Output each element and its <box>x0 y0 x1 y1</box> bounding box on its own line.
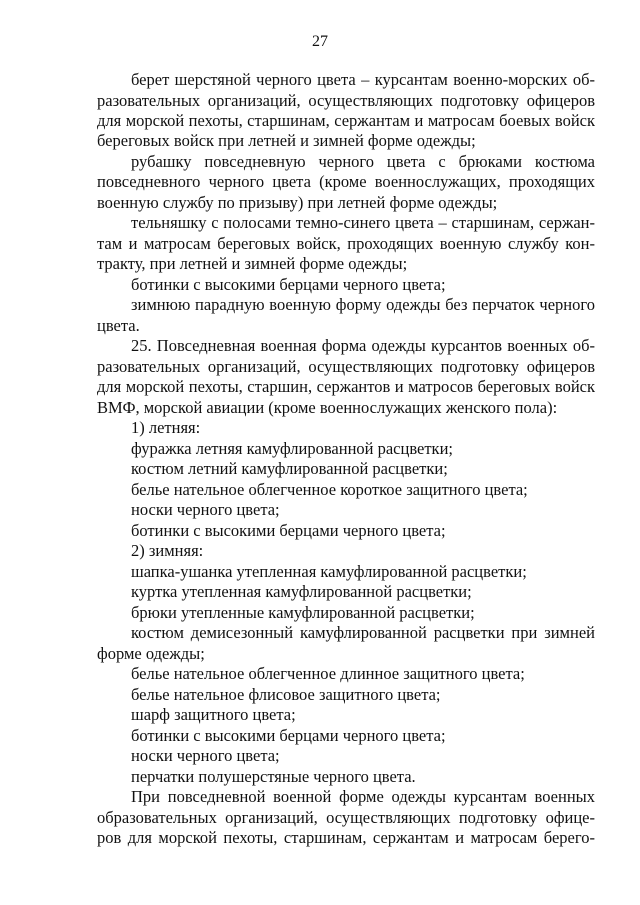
text-line: 1) летняя: <box>131 418 201 437</box>
text-line: перчатки полушерстяные черного цвета. <box>131 767 416 786</box>
text-line: ботинки с высокими берцами черного цвета; <box>131 726 446 745</box>
text-line: При повседневной военной форме одежды курсантам военных <box>131 787 595 806</box>
text-line: ботинки с высокими берцами черного цвета; <box>131 275 446 294</box>
text-line: образовательных организаций, осуществляющих подготовку офице- <box>97 808 595 827</box>
text-line: 2) зимняя: <box>131 541 204 560</box>
text-line: тракту, при летней и зимней форме одежды; <box>97 254 408 273</box>
text-line: зимнюю парадную военную форму одежды без перчаток черного <box>131 295 595 314</box>
text-line: носки черного цвета; <box>131 746 280 765</box>
text-line: разовательных организаций, осуществляющих подготовку офицеров <box>97 357 595 376</box>
text-line: разовательных организаций, осуществляющих подготовку офицеров <box>97 91 595 110</box>
text-line: тельняшку с полосами темно-синего цвета – старшинам, сержан- <box>131 213 595 232</box>
text-line: шарф защитного цвета; <box>131 705 296 724</box>
text-line: ботинки с высокими берцами черного цвета; <box>131 521 446 540</box>
text-line: костюм демисезонный камуфлированной расцветки при зимней <box>131 623 595 642</box>
text-line: шапка-ушанка утепленная камуфлированной расцветки; <box>131 562 527 581</box>
text-line: берет шерстяной черного цвета – курсантам военно-морских об- <box>131 70 595 89</box>
text-line: брюки утепленные камуфлированной расцветки; <box>131 603 475 622</box>
text-line: береговых войск при летней и зимней форме одежды; <box>97 131 476 150</box>
text-line: форме одежды; <box>97 644 205 663</box>
text-line: ров для морской пехоты, старшинам, сержантам и матросам берего- <box>97 828 595 847</box>
text-line: костюм летний камуфлированной расцветки; <box>131 459 448 478</box>
text-line: там и матросам береговых войск, проходящих военную службу кон- <box>97 234 595 253</box>
text-line: для морской пехоты, старшинам, сержантам и матросам боевых войск <box>97 111 595 130</box>
text-line: белье нательное облегченное короткое защитного цвета; <box>131 480 528 499</box>
text-line: фуражка летняя камуфлированной расцветки; <box>131 439 453 458</box>
text-line: куртка утепленная камуфлированной расцветки; <box>131 582 472 601</box>
text-line: повседневного черного цвета (кроме военнослужащих, проходящих <box>97 172 595 191</box>
text-line: белье нательное флисовое защитного цвета; <box>131 685 441 704</box>
text-line: белье нательное облегченное длинное защитного цвета; <box>131 664 525 683</box>
text-line: для морской пехоты, старшин, сержантов и матросов береговых войск <box>97 377 595 396</box>
text-line: носки черного цвета; <box>131 500 280 519</box>
text-line: военную службу по призыву) при летней форме одежды; <box>97 193 498 212</box>
page-number: 27 <box>312 33 328 50</box>
text-line: ВМФ, морской авиации (кроме военнослужащих женского пола): <box>97 398 558 417</box>
text-line: рубашку повседневную черного цвета с брюками костюма <box>131 152 595 171</box>
text-line: 25. Повседневная военная форма одежды курсантов военных об- <box>131 336 595 355</box>
text-line: цвета. <box>97 316 140 335</box>
